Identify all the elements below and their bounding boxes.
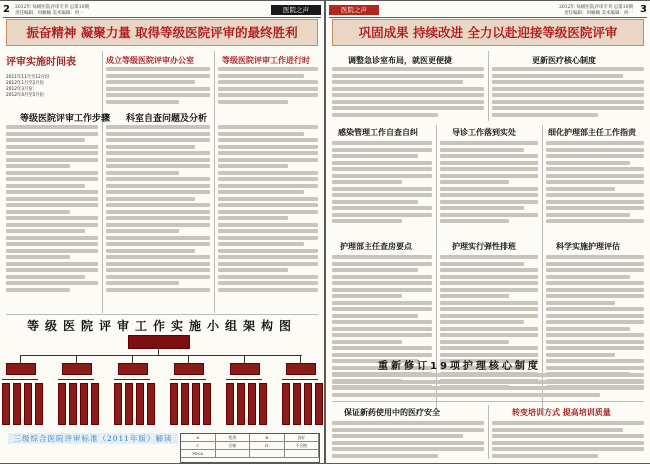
- diagnosis-body: [440, 141, 538, 235]
- infection-heading: 感染管理工作自查自纠: [338, 128, 418, 137]
- update-core-heading: 更新医疗核心制度: [532, 56, 596, 65]
- ongoing-heading: 等级医院评审工作进行时: [222, 56, 310, 65]
- org-chart-group-node: [118, 363, 148, 375]
- org-chart-member-node: [315, 383, 323, 425]
- org-chart-connector: [226, 379, 262, 380]
- self-check-heading: 科室自查问题及分析: [126, 114, 208, 124]
- table-row: [181, 450, 319, 458]
- column-rule: [542, 125, 543, 409]
- org-chart-group-node: [6, 363, 36, 375]
- org-chart-member-node: [69, 383, 77, 425]
- scientific-heading: 科学实施护理评估: [556, 242, 620, 251]
- infection-body: [332, 141, 432, 235]
- right-section-label: 医院之声: [329, 5, 379, 15]
- nurse-leader-heading: 护理部主任查房要点: [340, 242, 412, 251]
- left-page-header: [3, 3, 321, 18]
- org-chart-group-node: [174, 363, 204, 375]
- org-chart-member-node: [293, 383, 301, 425]
- right-page: [326, 1, 650, 463]
- table-cell: [216, 450, 251, 457]
- org-chart-member-node: [259, 383, 267, 425]
- org-chart-connector: [20, 355, 302, 356]
- org-chart-member-node: [248, 383, 256, 425]
- org-chart-connector: [158, 347, 159, 355]
- org-chart-member-node: [91, 383, 99, 425]
- schedule-item: 2012年4月至5月份: [6, 93, 44, 98]
- table-cell: 优秀: [216, 434, 251, 441]
- org-chart-connector: [58, 379, 94, 380]
- org-chart-member-node: [181, 383, 189, 425]
- right-page-number: 3: [640, 4, 647, 15]
- section-rule: [332, 401, 644, 402]
- work-steps-body: [6, 125, 98, 311]
- revise-19-heading: 重新修订19项护理核心制度: [378, 361, 541, 372]
- left-issue-info: [15, 5, 89, 17]
- org-chart-connector: [114, 379, 150, 380]
- diagnosis-heading: 导诊工作落到实处: [452, 128, 516, 137]
- org-chart-member-node: [237, 383, 245, 425]
- schedule-item: 2011年11月至12月份: [6, 75, 50, 80]
- org-chart-member-node: [125, 383, 133, 425]
- section-rule: [6, 314, 318, 315]
- left-issue-line2: 责任编辑：何楠楠 美术编辑：何一: [15, 11, 84, 16]
- adjust-er-heading: 调整急诊室布局，就医更便捷: [348, 56, 452, 65]
- table-cell: PDCA: [181, 450, 216, 457]
- ongoing-body-text: [218, 67, 318, 109]
- office-body-text: [106, 67, 210, 109]
- org-chart-member-node: [2, 383, 10, 425]
- left-page: [0, 1, 324, 463]
- table-cell: 良好: [285, 434, 320, 441]
- nursing-duty-heading: 细化护理部主任工作指责: [548, 128, 636, 137]
- table-row: [181, 434, 319, 442]
- org-chart-group-node: [62, 363, 92, 375]
- table-cell: C: [181, 442, 216, 449]
- schedule-heading: 评审实施时间表: [6, 57, 76, 68]
- right-issue-line2: 责任编辑：何楠楠 美术编辑：何一: [564, 11, 633, 16]
- org-chart: [8, 333, 316, 429]
- org-chart-connector: [76, 355, 77, 363]
- org-chart-connector: [170, 379, 206, 380]
- drug-safety-heading: 保证新药使用中的医疗安全: [344, 408, 440, 417]
- left-section-label: 医院之声: [271, 5, 321, 15]
- table-cell: D: [250, 442, 285, 449]
- org-chart-top-node: [128, 335, 190, 349]
- right-banner-headline: 巩固成果 持续改进 全力以赴迎接等级医院评审: [332, 19, 644, 46]
- org-chart-connector: [188, 355, 189, 363]
- column-rule: [214, 51, 215, 313]
- training-body: [492, 421, 644, 461]
- org-chart-member-node: [170, 383, 178, 425]
- org-chart-member-node: [282, 383, 290, 425]
- org-chart-connector: [132, 355, 133, 363]
- nursing-shift-heading: 护理实行弹性排班: [452, 242, 516, 251]
- org-chart-group-node: [230, 363, 260, 375]
- org-chart-member-node: [147, 383, 155, 425]
- left-banner-headline: 振奋精神 凝聚力量 取得等级医院评审的最终胜利: [6, 19, 318, 46]
- table-cell: [250, 450, 285, 457]
- right-page-header: [329, 3, 647, 18]
- grading-table: [180, 433, 320, 463]
- standard-interpretation-strip: 三级综合医院评审标准（2011年版）解读: [8, 433, 178, 444]
- table-row: [181, 442, 319, 450]
- work-steps-heading: 等级医院评审工作步骤: [20, 114, 111, 124]
- org-chart-member-node: [192, 383, 200, 425]
- org-chart-member-node: [80, 383, 88, 425]
- table-cell: 不合格: [285, 442, 320, 449]
- org-chart-title: 等级医院评审工作实施小组架构图: [26, 319, 297, 333]
- org-chart-connector: [282, 379, 318, 380]
- revise-19-body: [332, 373, 644, 397]
- org-chart-group-node: [286, 363, 316, 375]
- column-rule: [488, 51, 489, 121]
- table-cell: [285, 450, 320, 457]
- org-chart-connector: [2, 379, 38, 380]
- nursing-duty-body: [546, 141, 644, 235]
- org-chart-connector: [244, 355, 245, 363]
- schedule-item: 2012年3月份：: [6, 87, 37, 92]
- right-issue-line1: 2012年 每级医院评审专刊 总第10期: [558, 5, 633, 10]
- org-chart-connector: [300, 355, 301, 363]
- org-chart-member-node: [58, 383, 66, 425]
- org-chart-connector: [20, 355, 21, 363]
- left-issue-line1: 2012年 每级医院评审专刊 总第10期: [15, 5, 90, 10]
- schedule-list: [6, 75, 86, 99]
- org-chart-member-node: [35, 383, 43, 425]
- org-chart-member-node: [13, 383, 21, 425]
- table-cell: 合格: [216, 442, 251, 449]
- left-page-number: 2: [3, 4, 10, 15]
- table-cell: A: [181, 434, 216, 441]
- org-chart-member-node: [24, 383, 32, 425]
- adjust-er-body: [332, 67, 484, 121]
- org-chart-member-node: [203, 383, 211, 425]
- column-rule: [488, 405, 489, 459]
- org-chart-member-node: [136, 383, 144, 425]
- office-heading: 成立等级医院评审办公室: [106, 56, 194, 65]
- schedule-item: 2012年1月至2月份: [6, 81, 44, 86]
- column-rule: [102, 51, 103, 313]
- update-core-body: [492, 67, 644, 121]
- self-check-body-a: [106, 125, 210, 311]
- org-chart-member-node: [114, 383, 122, 425]
- table-cell: B: [250, 434, 285, 441]
- right-issue-info: [559, 5, 633, 17]
- self-check-body-b: [218, 125, 318, 311]
- drug-safety-body: [332, 421, 484, 461]
- org-chart-member-node: [304, 383, 312, 425]
- org-chart-member-node: [226, 383, 234, 425]
- training-heading: 转变培训方式 提高培训质量: [512, 408, 611, 417]
